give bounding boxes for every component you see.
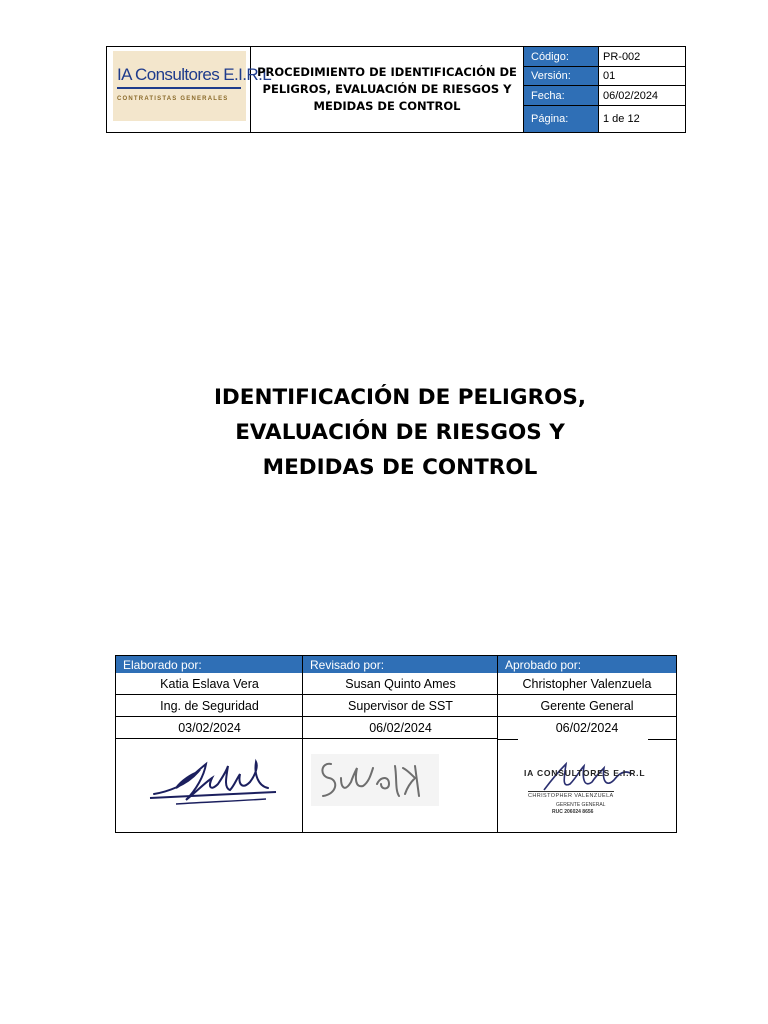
- approval-date: 06/02/2024: [555, 721, 619, 735]
- approver-role: Ing. de Seguridad: [116, 695, 303, 717]
- approval-stamp: [516, 764, 666, 824]
- approval-header: Revisado por:: [303, 656, 498, 673]
- signature-katia: [146, 752, 286, 812]
- company-logo: [113, 51, 272, 121]
- meta-value: 1 de 12: [603, 113, 640, 125]
- logo-underline: [117, 87, 241, 89]
- meta-value: 01: [599, 67, 685, 86]
- main-title-line: EVALUACIÓN DE RIESGOS Y: [235, 420, 565, 445]
- approver-name: Susan Quinto Ames: [303, 673, 498, 695]
- meta-value: 06/02/2024: [599, 86, 685, 106]
- meta-row-code: [524, 47, 685, 67]
- signature-susan: [311, 748, 441, 810]
- approval-table: [115, 655, 677, 833]
- column-divider: [497, 656, 498, 832]
- meta-label: Versión:: [524, 67, 599, 86]
- document-header: [106, 46, 686, 133]
- approver-role: Supervisor de SST: [303, 695, 498, 717]
- meta-label: Código:: [524, 47, 599, 67]
- header-title-cell: [251, 47, 524, 132]
- approver-name: Christopher Valenzuela: [498, 673, 676, 695]
- logo-name: IA Consultores E.I.R.L: [117, 65, 272, 84]
- meta-row-version: [524, 67, 685, 86]
- header-title: PROCEDIMIENTO DE IDENTIFICACIÓN DE PELIGROS, EVALUACIÓN DE RIESGOS Y MEDIDAS DE CONTROL: [257, 65, 517, 113]
- stamp-ruc: RUC 206024 8656: [552, 809, 594, 815]
- approval-header: Elaborado por:: [116, 656, 303, 673]
- approval-date: 06/02/2024: [303, 717, 498, 739]
- stamp-company: IA CONSULTORES E.I.R.L: [524, 768, 646, 778]
- approval-header: Aprobado por:: [498, 656, 676, 673]
- approval-date: 03/02/2024: [116, 717, 303, 739]
- approver-role: Gerente General: [498, 695, 676, 717]
- document-meta: [524, 47, 685, 132]
- stamp-person: CHRISTOPHER VALENZUELA: [528, 793, 614, 799]
- meta-value: PR-002: [599, 47, 685, 67]
- meta-row-date: [524, 86, 685, 106]
- meta-label: Página:: [524, 106, 599, 132]
- stamp-role: GERENTE GENERAL: [556, 802, 606, 808]
- logo-cell: [107, 47, 272, 132]
- column-divider: [302, 656, 303, 832]
- meta-label: Fecha:: [524, 86, 599, 106]
- main-title-line: IDENTIFICACIÓN DE PELIGROS,: [213, 385, 587, 410]
- table-rule-fragment: [648, 739, 676, 740]
- logo-tagline: CONTRATISTAS GENERALES: [117, 96, 229, 102]
- approver-name: Katia Eslava Vera: [116, 673, 303, 695]
- table-rule-fragment: [498, 739, 518, 740]
- main-title-line: MEDIDAS DE CONTROL: [262, 455, 538, 480]
- meta-row-page: [524, 106, 685, 132]
- main-title: [150, 380, 650, 485]
